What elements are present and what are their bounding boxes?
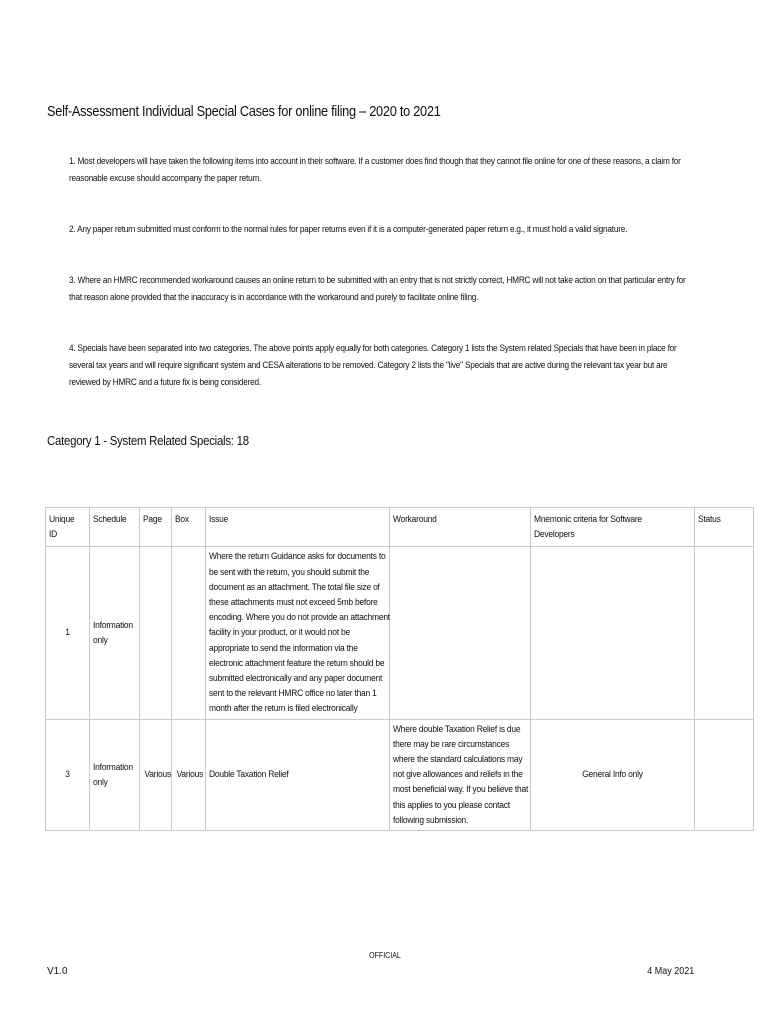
header-status <box>695 508 754 547</box>
cell-page <box>140 547 172 719</box>
document-title: Self-Assessment Individual Special Cases for online filing – 2020 to 2021 <box>47 104 441 120</box>
header-unique-id <box>46 508 90 547</box>
cell-mnemonic-text: General Info only <box>582 769 643 781</box>
header-workaround-label: Workaround <box>393 514 437 525</box>
header-box <box>172 508 206 547</box>
cell-unique-id <box>46 719 90 830</box>
footer-classification: OFFICIAL <box>369 951 401 960</box>
cell-workaround <box>390 719 531 830</box>
cell-box <box>172 719 206 830</box>
table-header-row <box>46 508 754 547</box>
note-paragraph-3: 3. Where an HMRC recommended workaround causes an online return to be submitted with an entry that is not strictly correct, HMRC will not take action on that particular entry for that reason alone provided that the inaccuracy is in accordance with the workaround and purely to facilitate online filing. <box>69 275 686 303</box>
header-schedule <box>90 508 140 547</box>
specials-table <box>45 507 754 831</box>
cell-issue-text: Double Taxation Relief <box>209 769 289 781</box>
cell-page <box>140 719 172 830</box>
note-paragraph-2: 2. Any paper return submitted must conform to the normal rules for paper returns even if it is a computer-generated paper return e.g., it must hold a valid signature. <box>69 224 628 235</box>
header-mnemonic-label: Mnemonic criteria for Software Developers <box>534 514 642 541</box>
header-page-label: Page <box>143 514 162 525</box>
header-issue-label: Issue <box>209 514 229 525</box>
header-unique-id-label: Unique ID <box>49 514 75 541</box>
cell-schedule <box>90 547 140 719</box>
cell-mnemonic <box>531 719 695 830</box>
header-schedule-label: Schedule <box>93 514 127 525</box>
header-status-label: Status <box>698 514 721 525</box>
cell-issue <box>206 547 390 719</box>
header-issue <box>206 508 390 547</box>
cell-issue <box>206 719 390 830</box>
cell-workaround <box>390 547 531 719</box>
header-page <box>140 508 172 547</box>
cell-schedule <box>90 719 140 830</box>
category-heading: Category 1 - System Related Specials: 18 <box>47 433 249 448</box>
footer-version: V1.0 <box>47 966 68 977</box>
cell-box-text: Various <box>176 769 204 781</box>
header-box-label: Box <box>175 514 189 525</box>
table-row <box>46 719 754 830</box>
cell-schedule-text: Information only <box>93 761 133 788</box>
cell-mnemonic <box>531 547 695 719</box>
cell-unique-id <box>46 547 90 719</box>
cell-box <box>172 547 206 719</box>
cell-status <box>695 719 754 830</box>
note-paragraph-4: 4. Specials have been separated into two categories. The above points apply equally for both categories. Category 1 lists the System related Specials that have been in place for several tax years and will require significant system and CESA alterations to be removed. Category 2 lists the "live" Specials that are active during the relevant tax year but are reviewed by HMRC and a future fix is being considered. <box>69 343 677 388</box>
cell-issue-text: Where the return Guidance asks for documents to be sent with the return, you should submit the document as an attachment. The total file size of these attachments must not exceed 5mb before encoding. Where you do not provide an attachment facility in your product, or it would not be appropriate to send the information via the electronic attachment feature the return should be submitted electronically and any paper document sent to the relevant HMRC office no later than 1 month after the return is filed electronically <box>209 551 390 715</box>
cell-status <box>695 547 754 719</box>
cell-page-text: Various <box>144 769 171 781</box>
header-mnemonic <box>531 508 695 547</box>
cell-unique-id-text: 1 <box>65 627 70 639</box>
cell-unique-id-text: 3 <box>65 769 70 781</box>
cell-schedule-text: Information only <box>93 619 133 647</box>
note-paragraph-1: 1. Most developers will have taken the following items into account in their software. If a customer does find though that they cannot file online for one of these reasons, a claim for reasonable excuse should accompany the paper return. <box>69 156 681 184</box>
table-row <box>46 547 754 719</box>
header-workaround <box>390 508 531 547</box>
footer-date: 4 May 2021 <box>646 966 694 977</box>
cell-workaround-text: Where double Taxation Relief is due there may be rare circumstances where the standard calculations may not give allowances and reliefs in the most beneficial way. If you believe that this applies to you please contact following submission. <box>393 723 529 826</box>
